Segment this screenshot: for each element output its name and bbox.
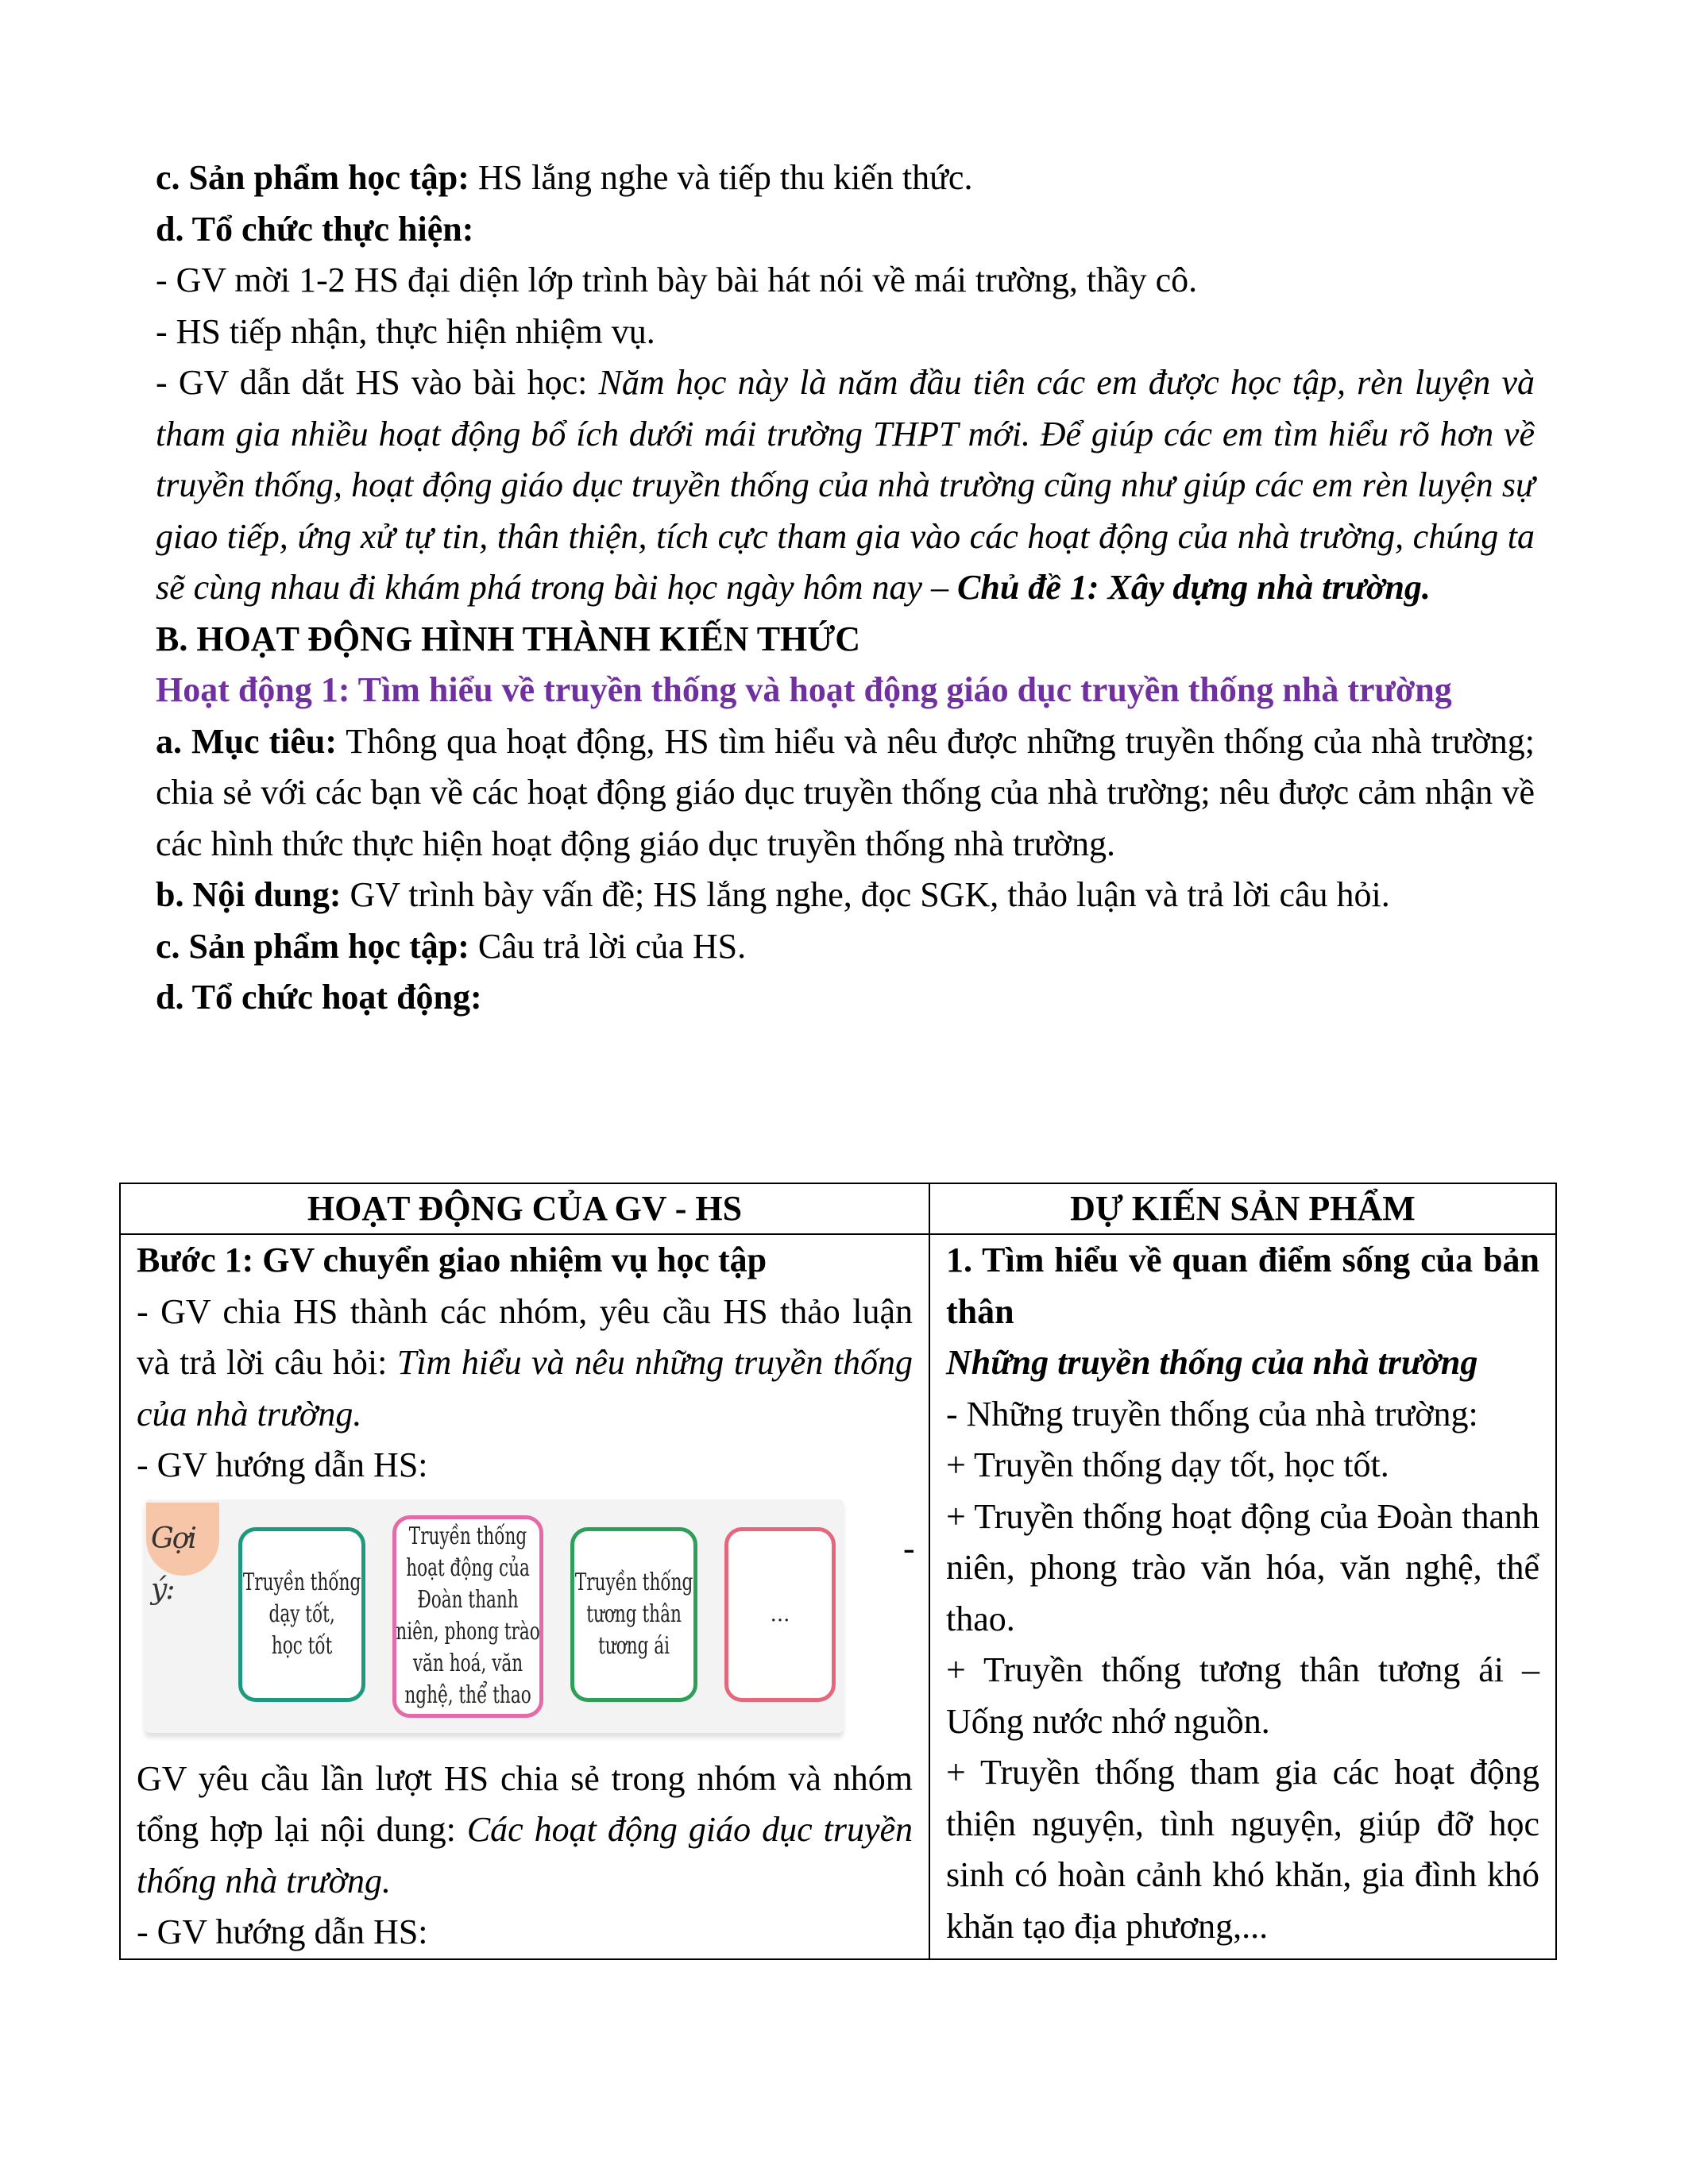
list-item: + Truyền thống dạy tốt, học tốt. xyxy=(946,1445,1389,1484)
hint-card-teaching: Truyền thống dạy tốt, học tốt xyxy=(238,1527,365,1702)
lesson-body xyxy=(156,152,1535,1024)
section-b-heading: B. HOẠT ĐỘNG HÌNH THÀNH KIẾN THỨC xyxy=(156,619,861,658)
table-header-row xyxy=(120,1183,1556,1234)
activity-1-title: Hoạt động 1: Tìm hiểu về truyền thống và hoạt động giáo dục truyền thống nhà trường xyxy=(156,670,1452,709)
activity-organization-heading: d. Tổ chức hoạt động: xyxy=(156,978,482,1017)
activity-table xyxy=(119,1183,1557,1960)
group-task-paragraph: - GV chia HS thành các nhóm, yêu cầu HS thảo luận và trả lời câu hỏi: Tìm hiểu và nêu những truyền thống của nhà trường. xyxy=(137,1291,913,1433)
header-teacher-student: HOẠT ĐỘNG CỦA GV - HS xyxy=(120,1183,929,1234)
product-subheading: Những truyền thống của nhà trường xyxy=(946,1343,1478,1382)
hint-card-youth-union: Truyền thống hoạt động của Đoàn thanh niên, phong trào văn hoá, văn nghệ, thể thao xyxy=(392,1515,543,1718)
hint-card-more: ... xyxy=(724,1527,836,1702)
product-heading: 1. Tìm hiểu về quan điểm sống của bản thân xyxy=(946,1241,1539,1331)
share-paragraph: GV yêu cầu lần lượt HS chia sẻ trong nhóm và nhóm tổng hợp lại nội dung: Các hoạt động giáo dục truyền thống nhà trường. xyxy=(137,1758,913,1900)
traditions-intro: - Những truyền thống của nhà trường: xyxy=(946,1394,1478,1433)
content-paragraph: b. Nội dung: GV trình bày vấn đề; HS lắng nghe, đọc SGK, thảo luận và trả lời câu hỏi. xyxy=(156,875,1390,914)
teacher-invite-line: - GV mời 1-2 HS đại diện lớp trình bày bài hát nói về mái trường, thầy cô. xyxy=(156,260,1198,299)
hint-figure xyxy=(137,1491,931,1754)
hint-dash: - xyxy=(903,1528,915,1568)
student-receive-line: - HS tiếp nhận, thực hiện nhiệm vụ. xyxy=(156,311,655,351)
list-item: + Truyền thống tương thân tương ái – Uống nước nhớ nguồn. xyxy=(946,1650,1539,1741)
step-1-heading: Bước 1: GV chuyển giao nhiệm vụ học tập xyxy=(137,1241,767,1279)
hint-badge: Gợi ý: xyxy=(146,1503,219,1576)
table-row xyxy=(120,1234,1556,1959)
list-item: + Truyền thống hoạt động của Đoàn thanh niên, phong trào văn hóa, văn nghệ, thể thao. xyxy=(946,1496,1539,1638)
expected-product-cell xyxy=(929,1234,1556,1959)
guide-line-2: - GV hướng dẫn HS: xyxy=(137,1912,428,1951)
teacher-student-cell xyxy=(120,1234,929,1959)
learning-product-paragraph: c. Sản phẩm học tập: Câu trả lời của HS. xyxy=(156,926,747,966)
product-paragraph: c. Sản phẩm học tập: HS lắng nghe và tiếp thu kiến thức. xyxy=(156,158,973,197)
hint-card-mutual-support: Truyền thống tương thân tương ái xyxy=(570,1527,697,1702)
header-expected-product: DỰ KIẾN SẢN PHẨM xyxy=(929,1183,1556,1234)
organization-heading: d. Tổ chức thực hiện: xyxy=(156,209,474,249)
guide-line-1: - GV hướng dẫn HS: xyxy=(137,1445,428,1484)
lesson-intro-paragraph: - GV dẫn dắt HS vào bài học: Năm học này là năm đầu tiên các em được học tập, rèn luyện và tham gia nhiều hoạt động bổ ích dưới mái trường THPT mới. Để giúp các em tìm hiểu rõ hơn về truyền thống, hoạt động giáo dục truyền thống của nhà trường cũng như giúp các em rèn luyện sự giao tiếp, ứng xử tự tin, thân thiện, tích cực tham gia vào các hoạt động của nhà trường, chúng ta sẽ cùng nhau đi khám phá trong bài học ngày hôm nay – Chủ đề 1: Xây dựng nhà trường. xyxy=(156,363,1535,607)
list-item: + Truyền thống tham gia các hoạt động thiện nguyện, tình nguyện, giúp đỡ học sinh có hoàn cảnh khó khăn, gia đình khó khăn tạo địa phương,... xyxy=(946,1753,1539,1946)
objective-paragraph: a. Mục tiêu: Thông qua hoạt động, HS tìm hiểu và nêu được những truyền thống của nhà trường; chia sẻ với các bạn về các hoạt động giáo dục truyền thống của nhà trường; nêu được cảm nhận về các hình thức thực hiện hoạt động giáo dục truyền thống nhà trường. xyxy=(156,721,1535,863)
